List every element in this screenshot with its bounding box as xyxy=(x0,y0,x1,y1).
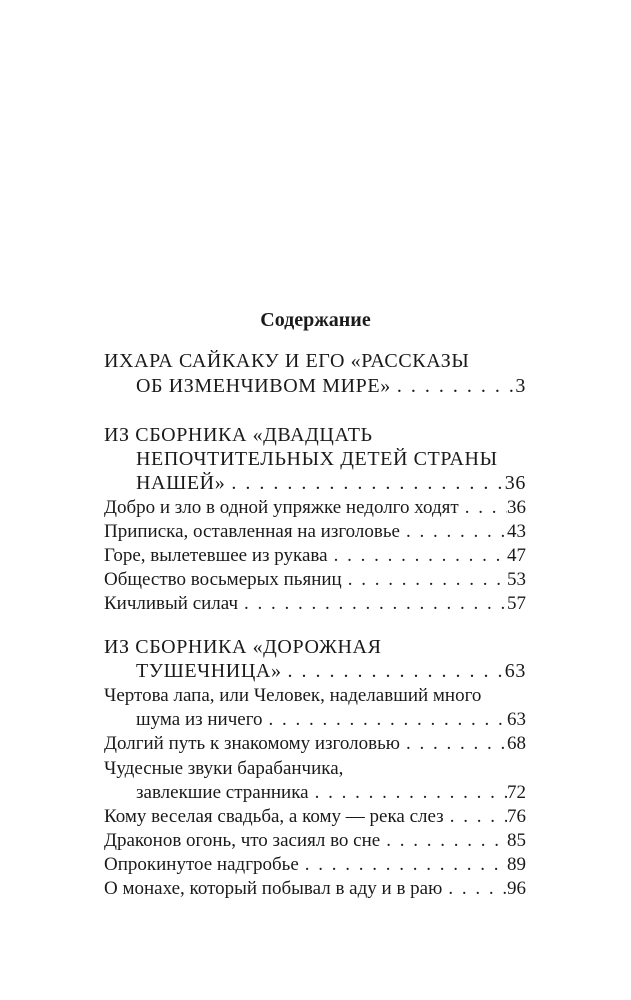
toc-page-number: 89 xyxy=(507,854,526,875)
toc-entry[interactable] xyxy=(136,708,526,732)
toc-section-heading xyxy=(104,423,526,447)
dot-leader xyxy=(263,708,507,732)
toc-entry[interactable] xyxy=(104,592,526,616)
toc-section-heading xyxy=(104,349,526,373)
dot-leader xyxy=(238,592,507,616)
toc-entry-text: Общество восьмерых пьяниц xyxy=(104,569,342,590)
toc-entry-text: ИЗ СБОРНИКА «ДВАДЦАТЬ xyxy=(104,424,373,446)
toc-entry-text: ОБ ИЗМЕНЧИВОМ МИРЕ» xyxy=(136,375,391,397)
dot-leader xyxy=(400,520,507,544)
toc-page-number: 85 xyxy=(507,830,526,851)
toc-entry[interactable] xyxy=(104,568,526,592)
toc-entry-text: Кичливый силач xyxy=(104,593,239,614)
toc-section-heading xyxy=(104,635,526,659)
toc-entry-text: Чертова лапа, или Человек, наделавший много xyxy=(104,685,482,706)
toc-entry-first-line[interactable] xyxy=(104,684,526,708)
toc-entry[interactable] xyxy=(104,877,526,901)
toc-page-number: 96 xyxy=(507,878,526,899)
dot-leader xyxy=(459,496,507,520)
toc-page-number: 76 xyxy=(507,806,526,827)
dot-leader xyxy=(391,374,516,398)
toc-entry-first-line[interactable] xyxy=(104,757,526,781)
toc-page-number: 47 xyxy=(507,545,526,566)
toc-entry-text: ИЗ СБОРНИКА «ДОРОЖНАЯ xyxy=(104,636,382,658)
toc-page-number: 72 xyxy=(507,782,526,803)
dot-leader xyxy=(328,544,507,568)
toc-entry-text: О монахе, который побывал в аду и в раю xyxy=(104,878,443,899)
toc-page-number: 3 xyxy=(515,375,526,397)
dot-leader xyxy=(342,568,507,592)
toc-entry-text: ТУШЕЧНИЦА» xyxy=(136,660,282,682)
toc-page-number: 36 xyxy=(507,497,526,518)
toc-entry[interactable] xyxy=(136,374,526,398)
dot-leader xyxy=(309,781,507,805)
toc-entry-text: завлекшие странника xyxy=(136,782,309,803)
toc-entry[interactable] xyxy=(136,659,526,683)
toc-entry-text: Приписка, оставленная на изголовье xyxy=(104,521,400,542)
toc-entry[interactable] xyxy=(136,471,526,495)
toc-entry[interactable] xyxy=(104,829,526,853)
toc-page-number: 53 xyxy=(507,569,526,590)
toc-page-number: 57 xyxy=(507,593,526,614)
dot-leader xyxy=(380,829,507,853)
dot-leader xyxy=(442,877,507,901)
toc-entry[interactable] xyxy=(104,544,526,568)
toc-entry-text: НЕПОЧТИТЕЛЬНЫХ ДЕТЕЙ СТРАНЫ xyxy=(136,448,498,470)
toc-entry-text: Кому веселая свадьба, а кому — река слез xyxy=(104,806,444,827)
toc-page-number: 43 xyxy=(507,521,526,542)
toc-entry[interactable] xyxy=(104,520,526,544)
toc-entry-text: Опрокинутое надгробье xyxy=(104,854,299,875)
toc-entry-text: НАШЕЙ» xyxy=(136,472,226,494)
toc-entry-text: ИХАРА САЙКАКУ И ЕГО «РАССКАЗЫ xyxy=(104,350,470,372)
dot-leader xyxy=(400,732,507,756)
toc-entry[interactable] xyxy=(104,805,526,829)
toc-entry-text: Горе, вылетевшее из рукава xyxy=(104,545,328,566)
toc-entry[interactable] xyxy=(136,781,526,805)
toc-page-number: 63 xyxy=(504,660,526,682)
dot-leader xyxy=(299,853,507,877)
toc-entry[interactable] xyxy=(104,732,526,756)
toc-section-heading xyxy=(136,447,526,471)
toc-entry-text: Добро и зло в одной упряжке недолго ходят xyxy=(104,497,459,518)
toc-title: Содержание xyxy=(260,309,371,331)
dot-leader xyxy=(444,805,507,829)
dot-leader xyxy=(282,659,505,683)
toc-entry-text: Долгий путь к знакомому изголовью xyxy=(104,733,400,754)
toc-entry-text: Драконов огонь, что засиял во сне xyxy=(104,830,381,851)
toc-page-number: 36 xyxy=(504,472,526,494)
toc-entry[interactable] xyxy=(104,496,526,520)
toc-entry-text: Чудесные звуки барабанчика, xyxy=(104,758,344,779)
toc-entry-text: шума из ничего xyxy=(136,709,263,730)
toc-page-number: 68 xyxy=(507,733,526,754)
dot-leader xyxy=(225,471,504,495)
toc-entry[interactable] xyxy=(104,853,526,877)
toc-page-number: 63 xyxy=(507,709,526,730)
